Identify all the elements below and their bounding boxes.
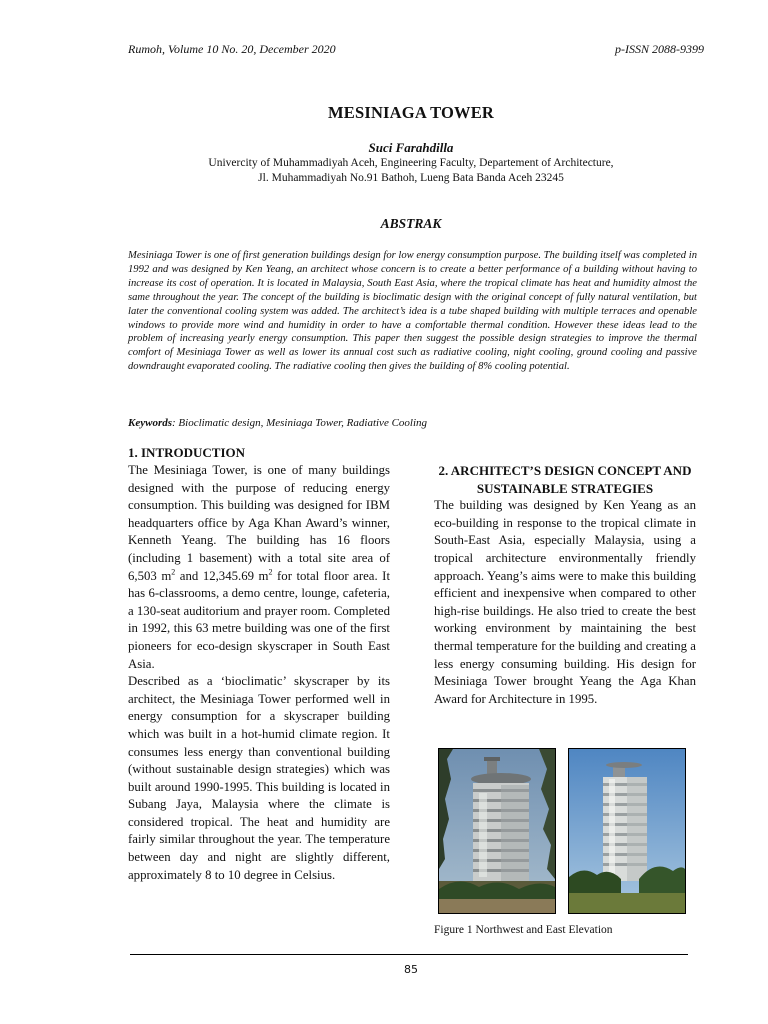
running-header: [128, 42, 704, 58]
paper-title: MESINIAGA TOWER: [327, 103, 495, 122]
footer-rule: [130, 954, 688, 955]
issn: p-ISSN 2088-9399: [615, 42, 704, 56]
right-column: [434, 462, 696, 708]
section-2-paragraph-1: The building was designed by Ken Yeang as an eco-building in response to the tropical climate in South-East Asia, especially Malaysia, using a tropical architecture environmentally friendly approach. Yeang’s aims were to make this building efficient and inexpensive when compared to other high-rise buildings. He also tried to create the best working environment by maintaining the best thermal temperature for the building and creating a less energy consuming building. His design for Mesiniaga Tower brought Yeang the Aga Khan Award for Architecture in 1995.: [434, 498, 696, 706]
journal-info: Rumoh, Volume 10 No. 20, December 2020: [128, 42, 336, 56]
figure-1: [438, 748, 688, 916]
keywords-list: : Bioclimatic design, Mesiniaga Tower, Radiative Cooling: [172, 417, 428, 429]
keywords: [128, 417, 697, 429]
abstract-heading: ABSTRAK: [380, 216, 442, 231]
figure-1-caption: Figure 1 Northwest and East Elevation: [434, 924, 613, 936]
left-column: [128, 444, 390, 884]
author-name: Suci Farahdilla: [368, 140, 454, 155]
section-2-heading: 2. ARCHITECT’S DESIGN CONCEPT AND SUSTAINABLE STRATEGIES: [438, 463, 692, 496]
abstract-text: Mesiniaga Tower is one of first generation buildings design for low energy consumption purpose. The building itself was completed in 1992 and was designed by Ken Yeang, an architect whose concern is to create a better performance of a building without having to increase its cost of operation. It is located in Malaysia, South East Asia, where the tropical climate has heat and humidity almost the same throughout the year. The concept of the building is bioclimatic design with the original concept of fully natural ventilation, but later the conventional cooling system was added. The architect’s idea is a tube shaped building with multiple terraces and openable windows to provide more wind and humidity in order to have a comfortable thermal condition. However these ideas lead to the problem of increasing yearly energy consumption. This paper then suggest the possible design strategies to improve the thermal comfort of Mesiniaga Tower as well as lower its annual cost such as radiative cooling, night cooling, ground cooling and passive downdraught evaporated cooling. The radiative cooling then gives the building of 8% cooling potential.: [128, 250, 697, 373]
keywords-label: Keywords: [128, 417, 172, 429]
photo-northwest-elevation: [438, 748, 556, 914]
section-1-heading: 1. INTRODUCTION: [128, 445, 246, 460]
page-number: 85: [404, 963, 418, 976]
affiliation-line-2: Jl. Muhammadiyah No.91 Bathoh, Lueng Bata Banda Aceh 23245: [258, 172, 564, 184]
affiliation-line-1: Univercity of Muhammadiyah Aceh, Engineering Faculty, Departement of Architecture,: [208, 157, 614, 169]
section-1-paragraph-1: The Mesiniaga Tower, is one of many buildings designed with the purpose of reducing energy consumption. This building was designed for IBM headquarters office by Aga Khan Award’s winner, Kenneth Yeang. The building has 16 floors (including 1 basement) with a total site area of 6,503 $m^2$ and 12,345.69 $m^2$ for total floor area. It has 6-classrooms, a demo centre, lounge, cafeteria, a 130-seat auditorium and prayer room. Completed in 1992, this 63 metre building was one of the first pioneers for eco-design skyscraper in South East Asia.: [128, 463, 391, 671]
section-1-paragraph-2: Described as a ‘bioclimatic’ skyscraper by its architect, the Mesiniaga Tower performed well in energy consumption for a skyscraper building which was built in a hot-humid climate region. It consumes less energy than conventional building (without sustainable design strategies) which was built around 1990-1995. This building is located in Subang Jaya, Malaysia where the climate is considered tropical. The heat and humidity are fairly similar throughout the year. The temperature between day and night are slightly different, approximately 8 to 10 degree in Celsius.: [128, 674, 390, 882]
photo-east-elevation: [568, 748, 686, 914]
